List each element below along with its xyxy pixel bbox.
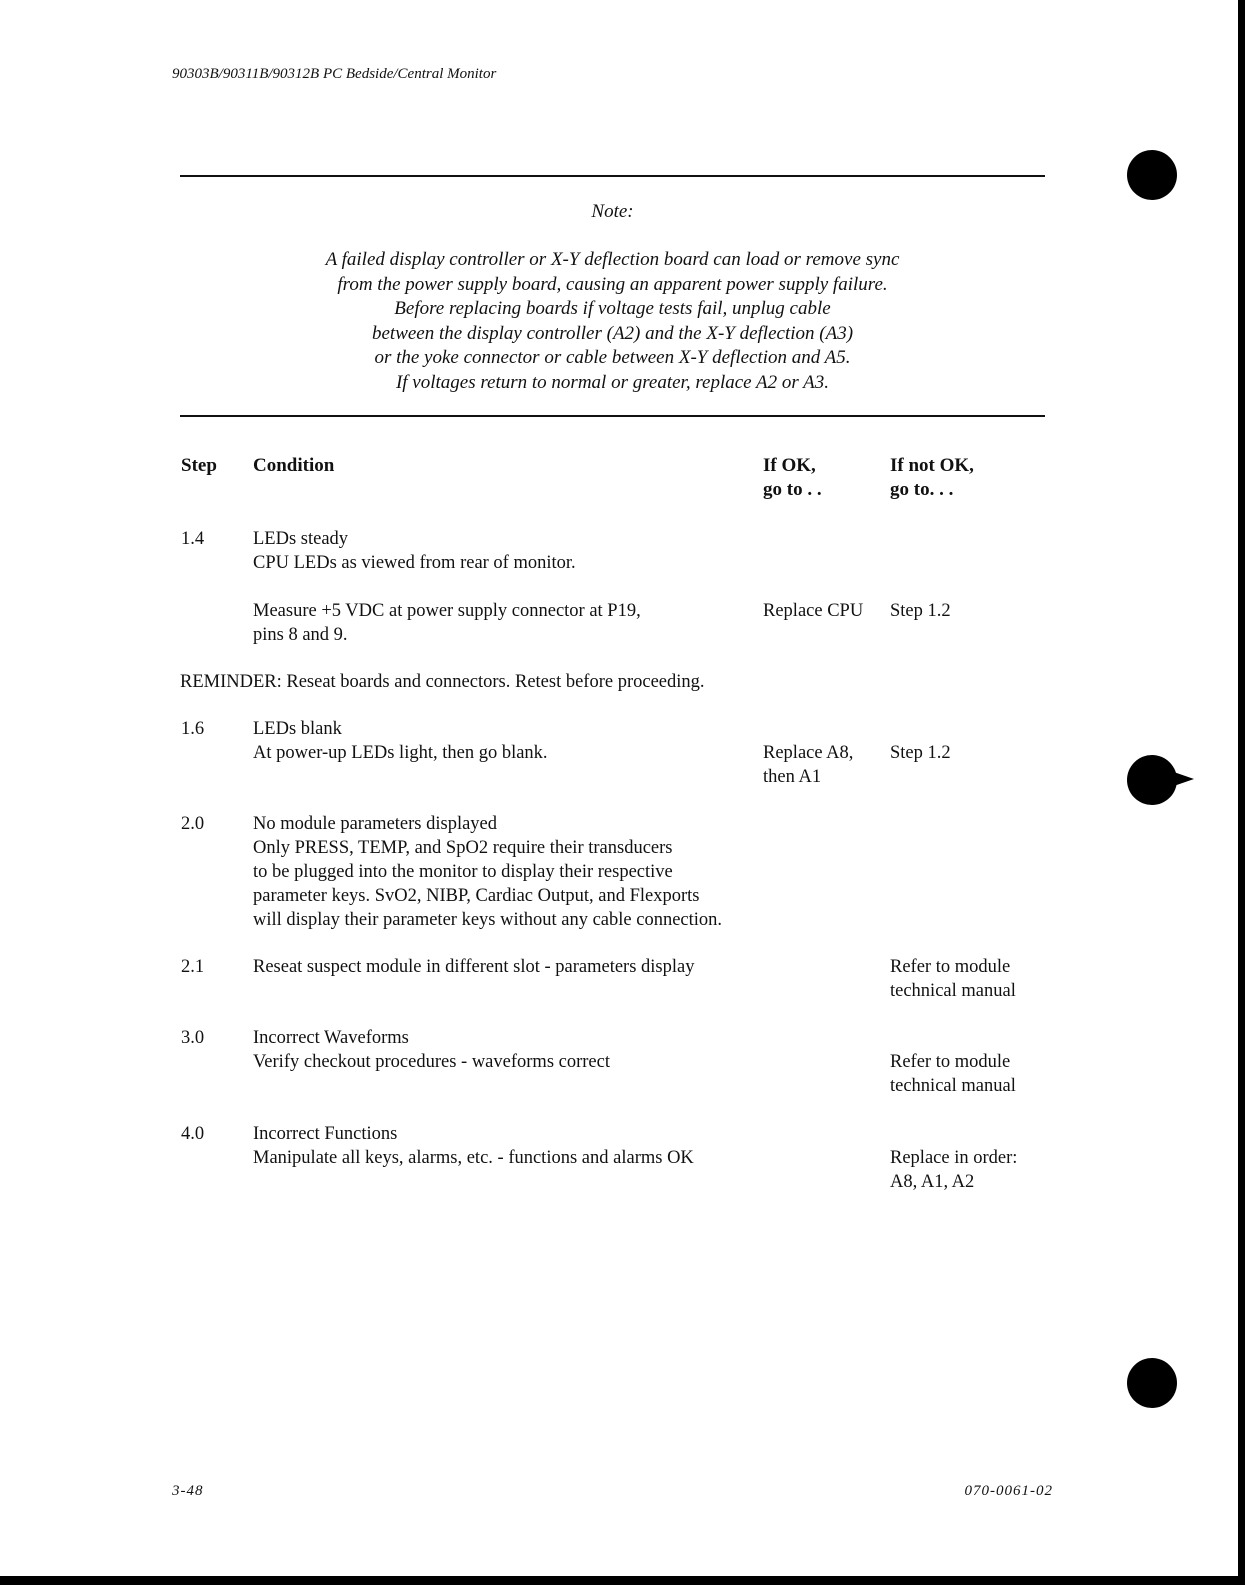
condition-line: LEDs steady	[253, 529, 349, 549]
if-not-ok-line: A8, A1, A2	[890, 1172, 975, 1192]
header-condition: Condition	[253, 455, 335, 476]
header-if-ok	[763, 454, 822, 502]
reminder-text: REMINDER: Reseat boards and connectors. Retest before proceeding.	[180, 672, 705, 692]
row-step: 1.4	[181, 529, 205, 549]
condition-line: Incorrect Waveforms	[253, 1028, 409, 1048]
note-line: between the display controller (A2) and the X-Y deflection (A3)	[371, 322, 854, 344]
if-not-ok-line: Step 1.2	[890, 601, 951, 621]
row-step: 1.6	[181, 719, 205, 739]
if-not-ok-line: Step 1.2	[890, 743, 951, 763]
condition-line: Verify checkout procedures - waveforms correct	[253, 1052, 610, 1072]
condition-line: will display their parameter keys without any cable connection.	[253, 910, 723, 930]
row-step: 3.0	[181, 1028, 205, 1048]
note-body	[180, 248, 1045, 395]
condition-line: No module parameters displayed	[253, 814, 498, 834]
condition-line: Manipulate all keys, alarms, etc. - functions and alarms OK	[253, 1148, 694, 1168]
note-top-rule	[180, 175, 1045, 177]
row-if-not-ok	[890, 1050, 1016, 1098]
binder-hole-bottom	[1127, 1358, 1177, 1408]
row-step: 4.0	[181, 1124, 205, 1144]
header-if-ok-line1: If OK,	[763, 455, 816, 476]
header-if-not-ok-line2: go to. . .	[890, 479, 954, 500]
note-bottom-rule	[180, 415, 1045, 417]
condition-line: At power-up LEDs light, then go blank.	[253, 743, 548, 763]
row-if-not-ok	[890, 741, 951, 765]
row-if-not-ok	[890, 1146, 1017, 1194]
condition-line: to be plugged into the monitor to display their respective	[253, 862, 673, 882]
binder-hole-top	[1127, 150, 1177, 200]
condition-line: pins 8 and 9.	[253, 625, 348, 645]
if-not-ok-line: technical manual	[890, 1076, 1016, 1096]
header-if-ok-line2: go to . .	[763, 479, 822, 500]
row-if-not-ok	[890, 599, 951, 623]
row-condition	[253, 812, 722, 932]
condition-line: LEDs blank	[253, 719, 342, 739]
note-line: or the yoke connector or cable between X-Y deflection and A5.	[374, 347, 851, 368]
if-not-ok-line: Refer to module	[890, 1052, 1011, 1072]
if-ok-line: Replace CPU	[763, 601, 864, 621]
page-header: 90303B/90311B/90312B PC Bedside/Central Monitor	[172, 66, 497, 82]
header-step: Step	[181, 455, 217, 476]
row-condition	[253, 717, 548, 765]
note-line: Before replacing boards if voltage tests fail, unplug cable	[394, 298, 831, 319]
row-condition	[253, 1122, 694, 1170]
note-line: from the power supply board, causing an apparent power supply failure.	[337, 273, 888, 295]
row-if-not-ok	[890, 955, 1016, 1003]
row-condition	[253, 527, 576, 575]
condition-line: Measure +5 VDC at power supply connector at P19,	[253, 601, 641, 621]
document-number: 070-0061-02	[964, 1483, 1053, 1499]
condition-line: Only PRESS, TEMP, and SpO2 require their transducers	[253, 838, 673, 858]
row-condition	[253, 1026, 610, 1074]
row-step: 2.1	[181, 957, 205, 977]
row-if-ok	[763, 599, 863, 623]
row-if-ok	[763, 741, 853, 789]
row-step: 2.0	[181, 814, 205, 834]
condition-line: CPU LEDs as viewed from rear of monitor.	[253, 553, 576, 573]
condition-line: parameter keys. SvO2, NIBP, Cardiac Output, and Flexports	[253, 886, 700, 906]
condition-line: Incorrect Functions	[253, 1124, 398, 1144]
if-ok-line: then A1	[763, 767, 822, 787]
header-if-not-ok	[890, 454, 974, 502]
note-line: If voltages return to normal or greater, replace A2 or A3.	[395, 371, 830, 393]
note-line: A failed display controller or X-Y deflection board can load or remove sync	[325, 249, 900, 270]
row-condition	[253, 955, 694, 979]
header-if-not-ok-line1: If not OK,	[890, 455, 974, 476]
note-title: Note:	[591, 201, 634, 222]
if-not-ok-line: Replace in order:	[890, 1148, 1018, 1168]
page-number: 3-48	[172, 1483, 204, 1499]
if-ok-line: Replace A8,	[763, 743, 854, 763]
if-not-ok-line: Refer to module	[890, 957, 1011, 977]
condition-line: Reseat suspect module in different slot - parameters display	[253, 957, 695, 977]
scan-edge-bottom	[0, 1576, 1245, 1585]
if-not-ok-line: technical manual	[890, 981, 1016, 1001]
binder-hole-tab	[1168, 770, 1194, 788]
row-condition	[253, 599, 641, 647]
scan-edge-right	[1238, 0, 1245, 1585]
